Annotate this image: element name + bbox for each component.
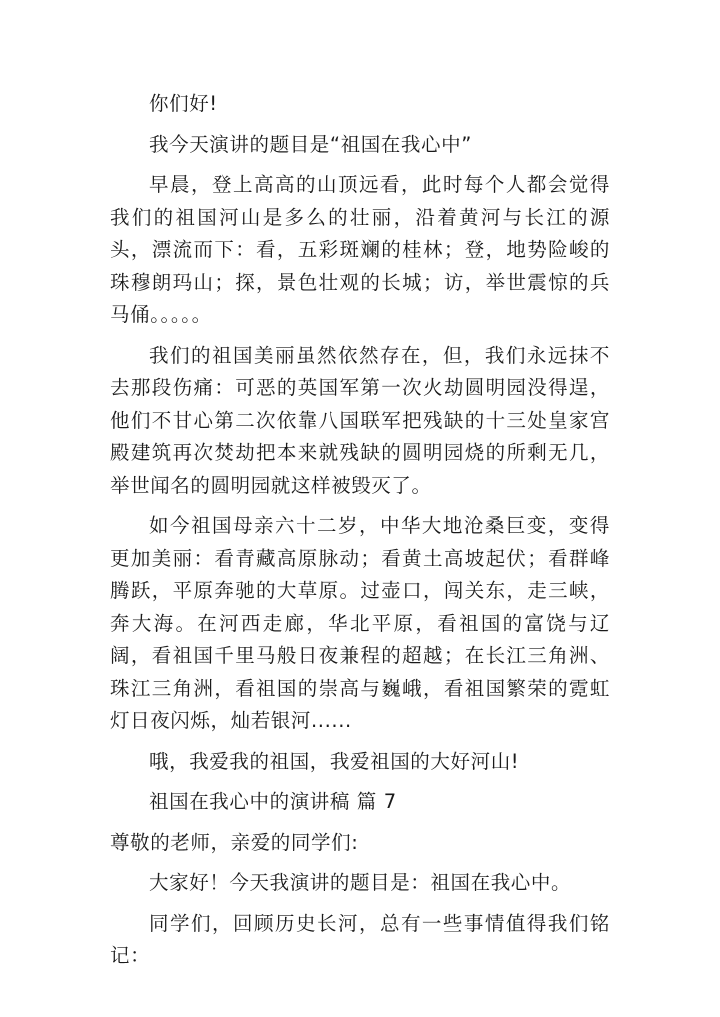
speech-title-heading: 祖国在我心中的演讲稿 篇 7 xyxy=(149,790,397,813)
speech-topic-paragraph: 我今天演讲的题目是“祖国在我心中” xyxy=(149,132,472,156)
old-summer-palace-paragraph: 我们的祖国美丽虽然依然存在，但，我们永远抹不去那段伤痛：可恶的英国军第一次火劫圆明园没得逞，他们不甘心第二次依靠八国联军把残缺的十三处皇家宫殿建筑再次焚劫把本来就残缺的圆明园烧的所剩无几，举世闻名的圆明园就这样被毁灭了。 xyxy=(110,343,610,497)
greeting-paragraph: 你们好! xyxy=(149,92,218,115)
opening-paragraph: 大家好！今天我演讲的题目是：祖国在我心中。 xyxy=(149,871,572,894)
document-page xyxy=(110,88,610,973)
morning-mountain-paragraph: 早晨，登上高高的山顶远看，此时每个人都会觉得我们的祖国河山是多么的壮丽，沿着黄河与长江的源头，漂流而下：看，五彩斑斓的桂林；登，地势险峻的珠穆朗玛山；探，景色壮观的长城；访，举世震惊的兵马俑。。。。。 xyxy=(110,173,610,326)
history-paragraph: 同学们，回顾历史长河，总有一些事情值得我们铭记： xyxy=(110,911,610,967)
salutation-paragraph: 尊敬的老师，亲爱的同学们: xyxy=(110,830,359,854)
love-motherland-paragraph: 哦，我爱我的祖国，我爱祖国的大好河山! xyxy=(149,749,520,773)
motherland-today-paragraph: 如今祖国母亲六十二岁，中华大地沧桑巨变，变得更加美丽：看青藏高原脉动；看黄土高坡起伏；看群峰腾跃，平原奔驰的大草原。过壶口，闯关东，走三峡，奔大海。在河西走廊，华北平原，看祖国的富饶与辽阔，看祖国千里马般日夜兼程的超越；在长江三角洲、珠江三角洲，看祖国的崇高与巍峨，看祖国繁荣的霓虹灯日夜闪烁，灿若银河...... xyxy=(110,514,610,732)
